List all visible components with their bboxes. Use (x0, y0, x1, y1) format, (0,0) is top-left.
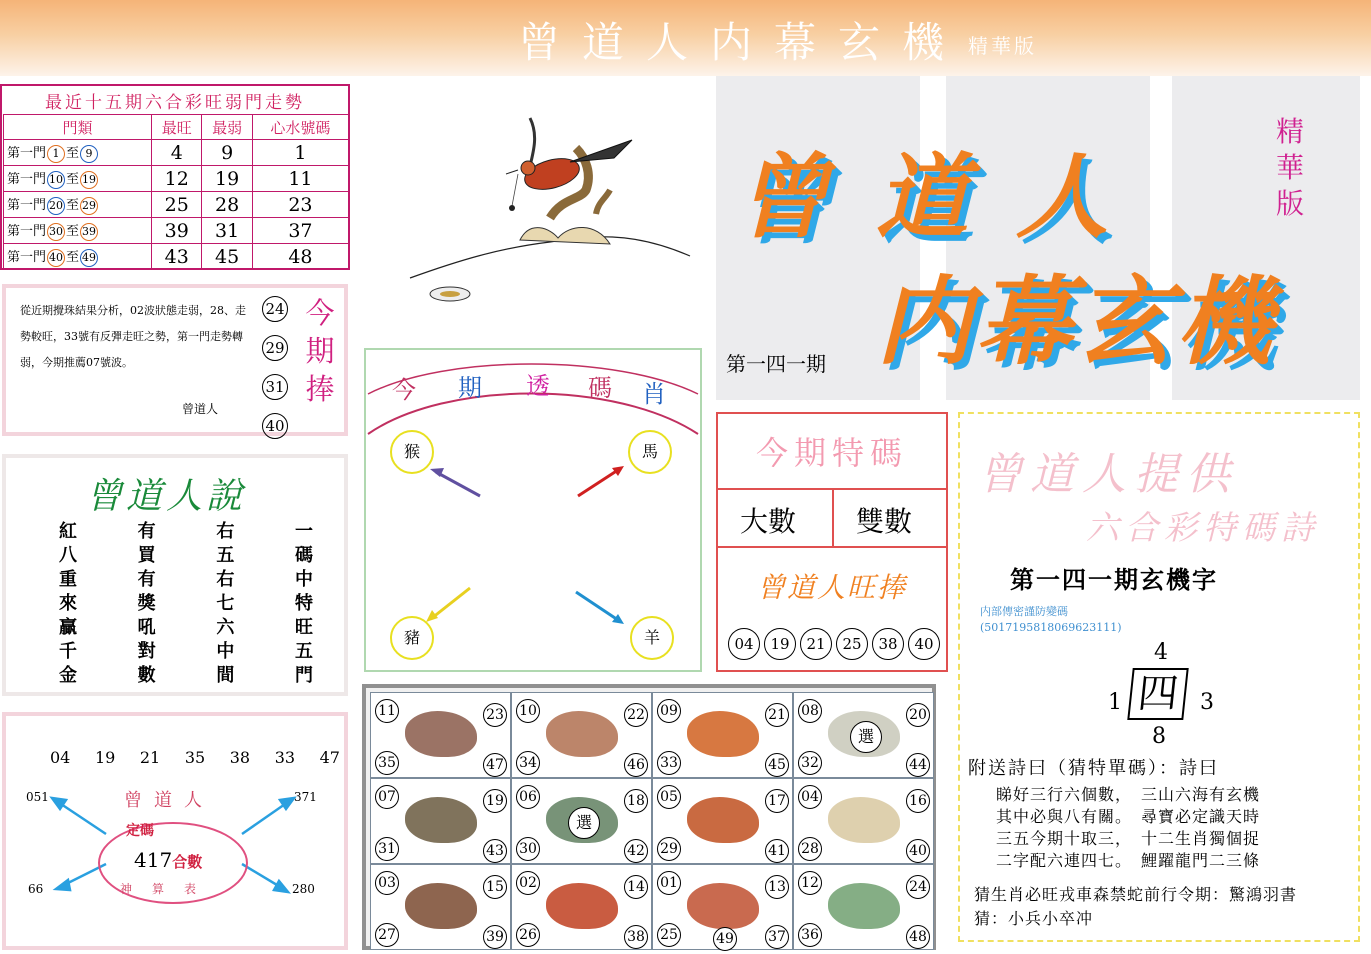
poem-warning-code: (5017195818069623111) (980, 621, 1122, 634)
formula-number: 21 (139, 748, 161, 767)
special-code-row (718, 488, 946, 548)
range-from: 10 (47, 171, 65, 189)
special-left: 大數 (740, 505, 797, 538)
range-sep: 至 (66, 250, 80, 265)
zodiac-number: 01 (657, 871, 681, 895)
zodiac-heading-0: 今 (392, 376, 416, 404)
zodiac-number: 14 (624, 875, 648, 899)
special-code-panel (716, 412, 948, 672)
pig-icon (828, 883, 900, 929)
header-door: 門類 (4, 115, 152, 140)
zodiac-heading-4: 肖 (642, 380, 666, 408)
rat-icon (405, 711, 477, 757)
zodiac-number: 11 (375, 699, 399, 723)
sayings-panel (2, 454, 348, 696)
horse-icon (687, 797, 759, 843)
corner-tr: 371 (294, 790, 317, 804)
zodiac-horse: 馬 (628, 430, 672, 474)
zodiac-number: 31 (375, 837, 399, 861)
banner-subtitle: 精華版 (968, 34, 1037, 58)
formula-bottom-label: 神算表 (120, 882, 217, 896)
title-banner (0, 0, 1371, 76)
zodiac-cell-horse (652, 778, 793, 864)
zodiac-number: 05 (657, 785, 681, 809)
special-ball: 40 (908, 628, 940, 660)
cold-value: 45 (202, 244, 252, 270)
rooster-icon (546, 883, 618, 929)
cover-issue: 第一四一期 (726, 352, 826, 376)
hot-value: 39 (152, 218, 202, 244)
zodiac-number: 46 (624, 753, 648, 777)
zodiac-number: 09 (657, 699, 681, 723)
pick-mark: 選 (850, 721, 882, 753)
pick-value: 37 (252, 218, 348, 244)
cover-panel (716, 76, 1360, 400)
glyph-top: 4 (1154, 640, 1168, 665)
zodiac-cell-rat (370, 692, 511, 778)
goat-icon (828, 797, 900, 843)
zodiac-number: 44 (906, 753, 930, 777)
poem-verse: 睇好三行六個數， 三山六海有玄機 (996, 785, 1261, 804)
zodiac-number: 20 (906, 703, 930, 727)
zodiac-number: 32 (798, 751, 822, 775)
zodiac-number: 07 (375, 785, 399, 809)
formula-code-label: 定碼 (126, 823, 154, 839)
corner-bl: 66 (28, 882, 44, 896)
zodiac-number: 25 (657, 923, 681, 947)
zodiac-number: 03 (375, 871, 399, 895)
formula-code-suffix: 合數 (172, 853, 203, 871)
glyph-left: 1 (1108, 690, 1122, 715)
zodiac-number: 30 (516, 837, 540, 861)
hot-value: 43 (152, 244, 202, 270)
zodiac-number: 43 (483, 839, 507, 863)
zodiac-number: 34 (516, 751, 540, 775)
saying-column: 紅八重來贏千金 (59, 521, 77, 686)
zodiac-cell-ox (511, 692, 652, 778)
trend-table-panel (0, 84, 350, 270)
zodiac-number: 48 (906, 925, 930, 949)
poem-verse: 二字配六連四七。 鯉躍龍門二三條 (996, 851, 1261, 870)
recommended-numbers (262, 296, 288, 452)
poem-guess-extra: 猜：小兵小卒冲 (974, 909, 1094, 928)
cold-value: 9 (202, 140, 252, 166)
trend-table (3, 114, 349, 270)
zodiac-number: 26 (516, 923, 540, 947)
glyph-right: 3 (1200, 690, 1214, 715)
formula-code-value: 417 (134, 848, 173, 872)
special-ball: 04 (728, 628, 760, 660)
recommended-number: 31 (262, 374, 288, 400)
range-from: 1 (47, 145, 65, 163)
zodiac-number: 15 (483, 875, 507, 899)
door-label: 第一門 (7, 198, 47, 213)
glyph-bottom: 8 (1152, 724, 1166, 749)
hot-value: 12 (152, 166, 202, 192)
range-to: 39 (80, 223, 98, 241)
poem-warning (980, 604, 1122, 636)
analysis-panel (2, 284, 348, 436)
zodiac-cell-snake (511, 778, 652, 864)
sayings-heading: 曾道人說 (86, 476, 247, 517)
zodiac-number: 28 (798, 837, 822, 861)
pick-value: 1 (252, 140, 348, 166)
zodiac-cell-monkey (370, 864, 511, 950)
transparent-zodiac-panel (364, 348, 702, 672)
poem-guess-zodiac: 猜生肖必旺戎車森禁蛇前行令期：驚鴻羽書 (974, 885, 1298, 904)
zodiac-number: 04 (798, 785, 822, 809)
zodiac-number: 24 (906, 875, 930, 899)
cold-value: 19 (202, 166, 252, 192)
zodiac-heading-2: 透 (526, 372, 550, 400)
poem-heading: 曾道人提供 (978, 449, 1238, 500)
dragon-icon (405, 797, 477, 843)
zodiac-number: 49 (713, 927, 737, 951)
special-balls (728, 628, 940, 660)
formula-number: 19 (94, 748, 116, 767)
formula-number: 38 (229, 748, 251, 767)
zodiac-number: 37 (765, 925, 789, 949)
zodiac-number: 10 (516, 699, 540, 723)
recommend-label: 今期捧 (305, 296, 335, 406)
table-row (4, 192, 349, 218)
header-cold: 最弱 (202, 115, 252, 140)
ox-icon (546, 711, 618, 757)
corner-tl: 051 (26, 790, 49, 804)
pick-value: 48 (252, 244, 348, 270)
zodiac-number: 13 (765, 875, 789, 899)
zodiac-number: 21 (765, 703, 789, 727)
special-ball: 19 (764, 628, 796, 660)
zodiac-number: 19 (483, 789, 507, 813)
door-label: 第一門 (7, 172, 47, 187)
cover-edition: 精華版 (1276, 115, 1305, 220)
range-to: 19 (80, 171, 98, 189)
poem-subheading: 六合彩特碼詩 (1086, 508, 1320, 547)
range-sep: 至 (66, 224, 80, 239)
zodiac-number: 22 (624, 703, 648, 727)
special-code-heading: 今期特碼 (755, 434, 908, 472)
zodiac-number: 38 (624, 925, 648, 949)
cold-value: 28 (202, 192, 252, 218)
special-right: 雙數 (856, 505, 913, 538)
saying-column: 右五右七六中間 (216, 521, 235, 686)
zodiac-cell-dragon (370, 778, 511, 864)
range-from: 40 (47, 249, 65, 267)
zodiac-cell-goat (793, 778, 934, 864)
special-ball: 21 (800, 628, 832, 660)
zodiac-cell-tiger (652, 692, 793, 778)
recommended-number: 29 (262, 335, 288, 361)
zodiac-number: 45 (765, 753, 789, 777)
dog-icon (687, 883, 759, 929)
door-label: 第一門 (7, 250, 47, 265)
range-to: 9 (80, 145, 98, 163)
zodiac-number: 42 (624, 839, 648, 863)
zodiac-number: 16 (906, 789, 930, 813)
zodiac-number: 08 (798, 699, 822, 723)
poem-warning-line: 内部傳密謹防變碼 (980, 605, 1068, 618)
corner-br: 280 (292, 882, 315, 896)
cold-value: 31 (202, 218, 252, 244)
pick-mark: 選 (568, 807, 600, 839)
zodiac-pig: 豬 (390, 616, 434, 660)
tiger-icon (687, 711, 759, 757)
sayings-columns (56, 520, 316, 688)
zodiac-number: 47 (483, 753, 507, 777)
range-sep: 至 (66, 172, 80, 187)
range-sep: 至 (66, 198, 80, 213)
special-mid-label: 曾道人旺捧 (756, 571, 907, 604)
range-from: 30 (47, 223, 65, 241)
header-pick: 心水號碼 (252, 115, 348, 140)
zodiac-number-grid (362, 684, 936, 950)
poem-issue: 第一四一期玄機字 (1010, 565, 1218, 594)
zodiac-number: 29 (657, 837, 681, 861)
saying-column: 有買有獎吼對數 (137, 521, 156, 686)
glyph-char: 四 (1127, 668, 1188, 720)
header-hot: 最旺 (152, 115, 202, 140)
formula-number: 33 (274, 748, 296, 767)
formula-panel (2, 712, 348, 950)
zodiac-number: 35 (375, 751, 399, 775)
table-row (4, 218, 349, 244)
pick-value: 23 (252, 192, 348, 218)
zodiac-number: 18 (624, 789, 648, 813)
table-row (4, 140, 349, 166)
saying-column: 一碼中特旺五門 (294, 521, 313, 686)
zodiac-cell-rabbit (793, 692, 934, 778)
poem-verse: 三五今期十取三， 十二生肖獨個捉 (996, 829, 1261, 848)
door-label: 第一門 (7, 146, 47, 161)
door-label: 第一門 (7, 224, 47, 239)
zodiac-heading-3: 碼 (588, 374, 612, 402)
banner-title: 曾道人内幕玄機 (518, 18, 967, 67)
recommended-number: 24 (262, 296, 288, 322)
mystery-glyph (1108, 640, 1238, 750)
formula-number: 47 (319, 748, 340, 767)
poem-panel (958, 412, 1360, 942)
pick-value: 11 (252, 166, 348, 192)
range-to: 29 (80, 197, 98, 215)
special-ball: 38 (872, 628, 904, 660)
table-row (4, 244, 349, 270)
table-row (4, 166, 349, 192)
poem-verses (996, 784, 1260, 872)
zodiac-number: 23 (483, 703, 507, 727)
poem-verse: 其中必與八有關。 尋寶必定識天時 (996, 807, 1261, 826)
range-to: 49 (80, 249, 98, 267)
analysis-text: 從近期攪珠結果分析，02波狀態走弱，28、走勢較旺，33號有反彈走旺之勢，第一門走勢轉弱，今期推薦07號波。 (20, 304, 246, 369)
trend-caption: 最近十五期六合彩旺弱門走勢 (45, 93, 305, 113)
recommended-number: 40 (262, 413, 288, 439)
zodiac-goat: 羊 (630, 616, 674, 660)
zodiac-number: 27 (375, 923, 399, 947)
zodiac-number: 12 (798, 871, 822, 895)
zodiac-number: 39 (483, 925, 507, 949)
formula-number: 04 (50, 748, 71, 767)
zodiac-cell-rooster (511, 864, 652, 950)
hot-value: 4 (152, 140, 202, 166)
zodiac-number: 17 (765, 789, 789, 813)
monkey-icon (405, 883, 477, 929)
zodiac-heading-1: 期 (458, 374, 482, 402)
special-divider (832, 490, 834, 546)
zodiac-number: 06 (516, 785, 540, 809)
formula-top-label: 曾道人 (124, 790, 214, 811)
poem-gift-line: 附送詩曰（猜特單碼）：詩曰 (968, 758, 1219, 779)
zodiac-cell-dog (652, 864, 793, 950)
range-from: 20 (47, 197, 65, 215)
hot-value: 25 (152, 192, 202, 218)
formula-code (134, 848, 202, 872)
analysis-signature: 曾道人 (182, 402, 219, 416)
zodiac-monkey: 猴 (390, 430, 434, 474)
bird-illustration (400, 110, 700, 310)
zodiac-number: 33 (657, 751, 681, 775)
cover-title-line1: 曾道人 (736, 143, 1157, 251)
formula-number: 35 (184, 748, 206, 767)
special-ball: 25 (836, 628, 868, 660)
zodiac-number: 02 (516, 871, 540, 895)
zodiac-number: 40 (906, 839, 930, 863)
cover-title-line2: 内幕玄機 (876, 265, 1276, 378)
range-sep: 至 (66, 146, 80, 161)
zodiac-number: 36 (798, 923, 822, 947)
zodiac-cell-pig (793, 864, 934, 950)
zodiac-number: 41 (765, 839, 789, 863)
